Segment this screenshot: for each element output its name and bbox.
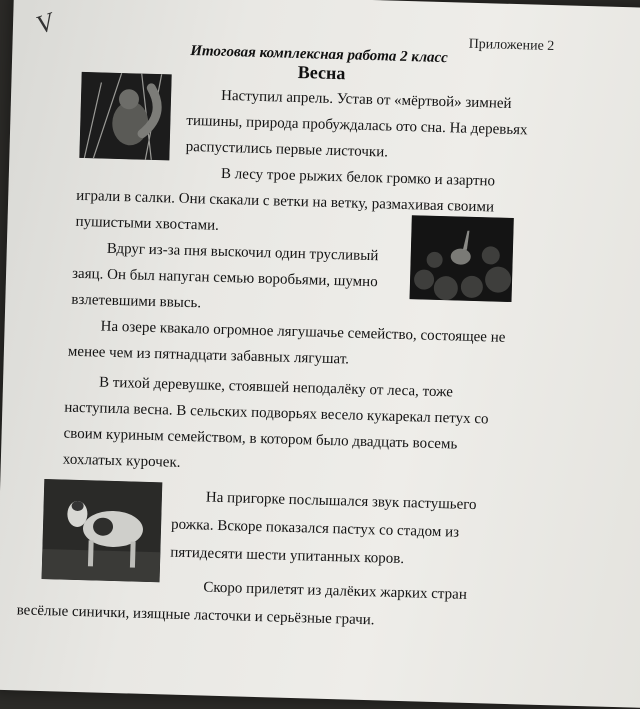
text-line-9: взлетевшими ввысь. xyxy=(71,291,202,312)
text-line-5: играли в салки. Они скакали с ветки на ветку, размахивая своими xyxy=(76,187,495,216)
cow-illustration xyxy=(42,479,163,582)
text-line-10: На озере квакало огромное лягушачье семейство, состоящее не xyxy=(100,318,506,346)
text-line-14: своим куриным семейством, в котором было двадцать восемь xyxy=(63,425,458,453)
margin-mark: V xyxy=(32,7,57,40)
work-title: Итоговая комплексная работа 2 класс xyxy=(190,42,449,67)
text-line-4: В лесу трое рыжих белок громко и азартно xyxy=(220,165,496,190)
text-line-20: весёлые синички, изящные ласточки и серьёзные грачи. xyxy=(16,602,375,629)
text-line-2: тишины, природа пробуждалась ото сна. На деревьях xyxy=(186,112,528,139)
appendix-label: Приложение 2 xyxy=(468,36,555,55)
text-line-6: пушистыми хвостами. xyxy=(75,213,220,234)
text-line-13: наступила весна. В сельских подворьях весело кукарекал петух со xyxy=(64,399,489,428)
text-line-19: Скоро прилетят из далёких жарких стран xyxy=(203,579,468,603)
squirrel-illustration xyxy=(79,72,171,160)
text-line-15: хохлатых курочек. xyxy=(62,451,181,471)
text-line-1: Наступил апрель. Устав от «мёртвой» зимней xyxy=(220,87,512,112)
text-line-17: рожка. Вскоре показался пастух со стадом из xyxy=(170,516,460,541)
text-line-16: На пригорке послышался звук пастушьего xyxy=(205,489,477,514)
text-line-11: менее чем из пятнадцати забавных лягушат. xyxy=(67,343,350,368)
text-line-3: распустились первые листочки. xyxy=(185,138,389,161)
text-line-8: заяц. Он был напуган семью воробьями, шумно xyxy=(71,265,378,291)
text-line-18: пятидесяти шести упитанных коров. xyxy=(170,544,405,568)
hare-illustration xyxy=(410,215,514,302)
text-line-7: Вдруг из-за пня выскочил один трусливый xyxy=(106,240,379,265)
text-line-12: В тихой деревушке, стоявшей неподалёку от леса, тоже xyxy=(98,374,454,401)
story-title: Весна xyxy=(297,61,346,84)
